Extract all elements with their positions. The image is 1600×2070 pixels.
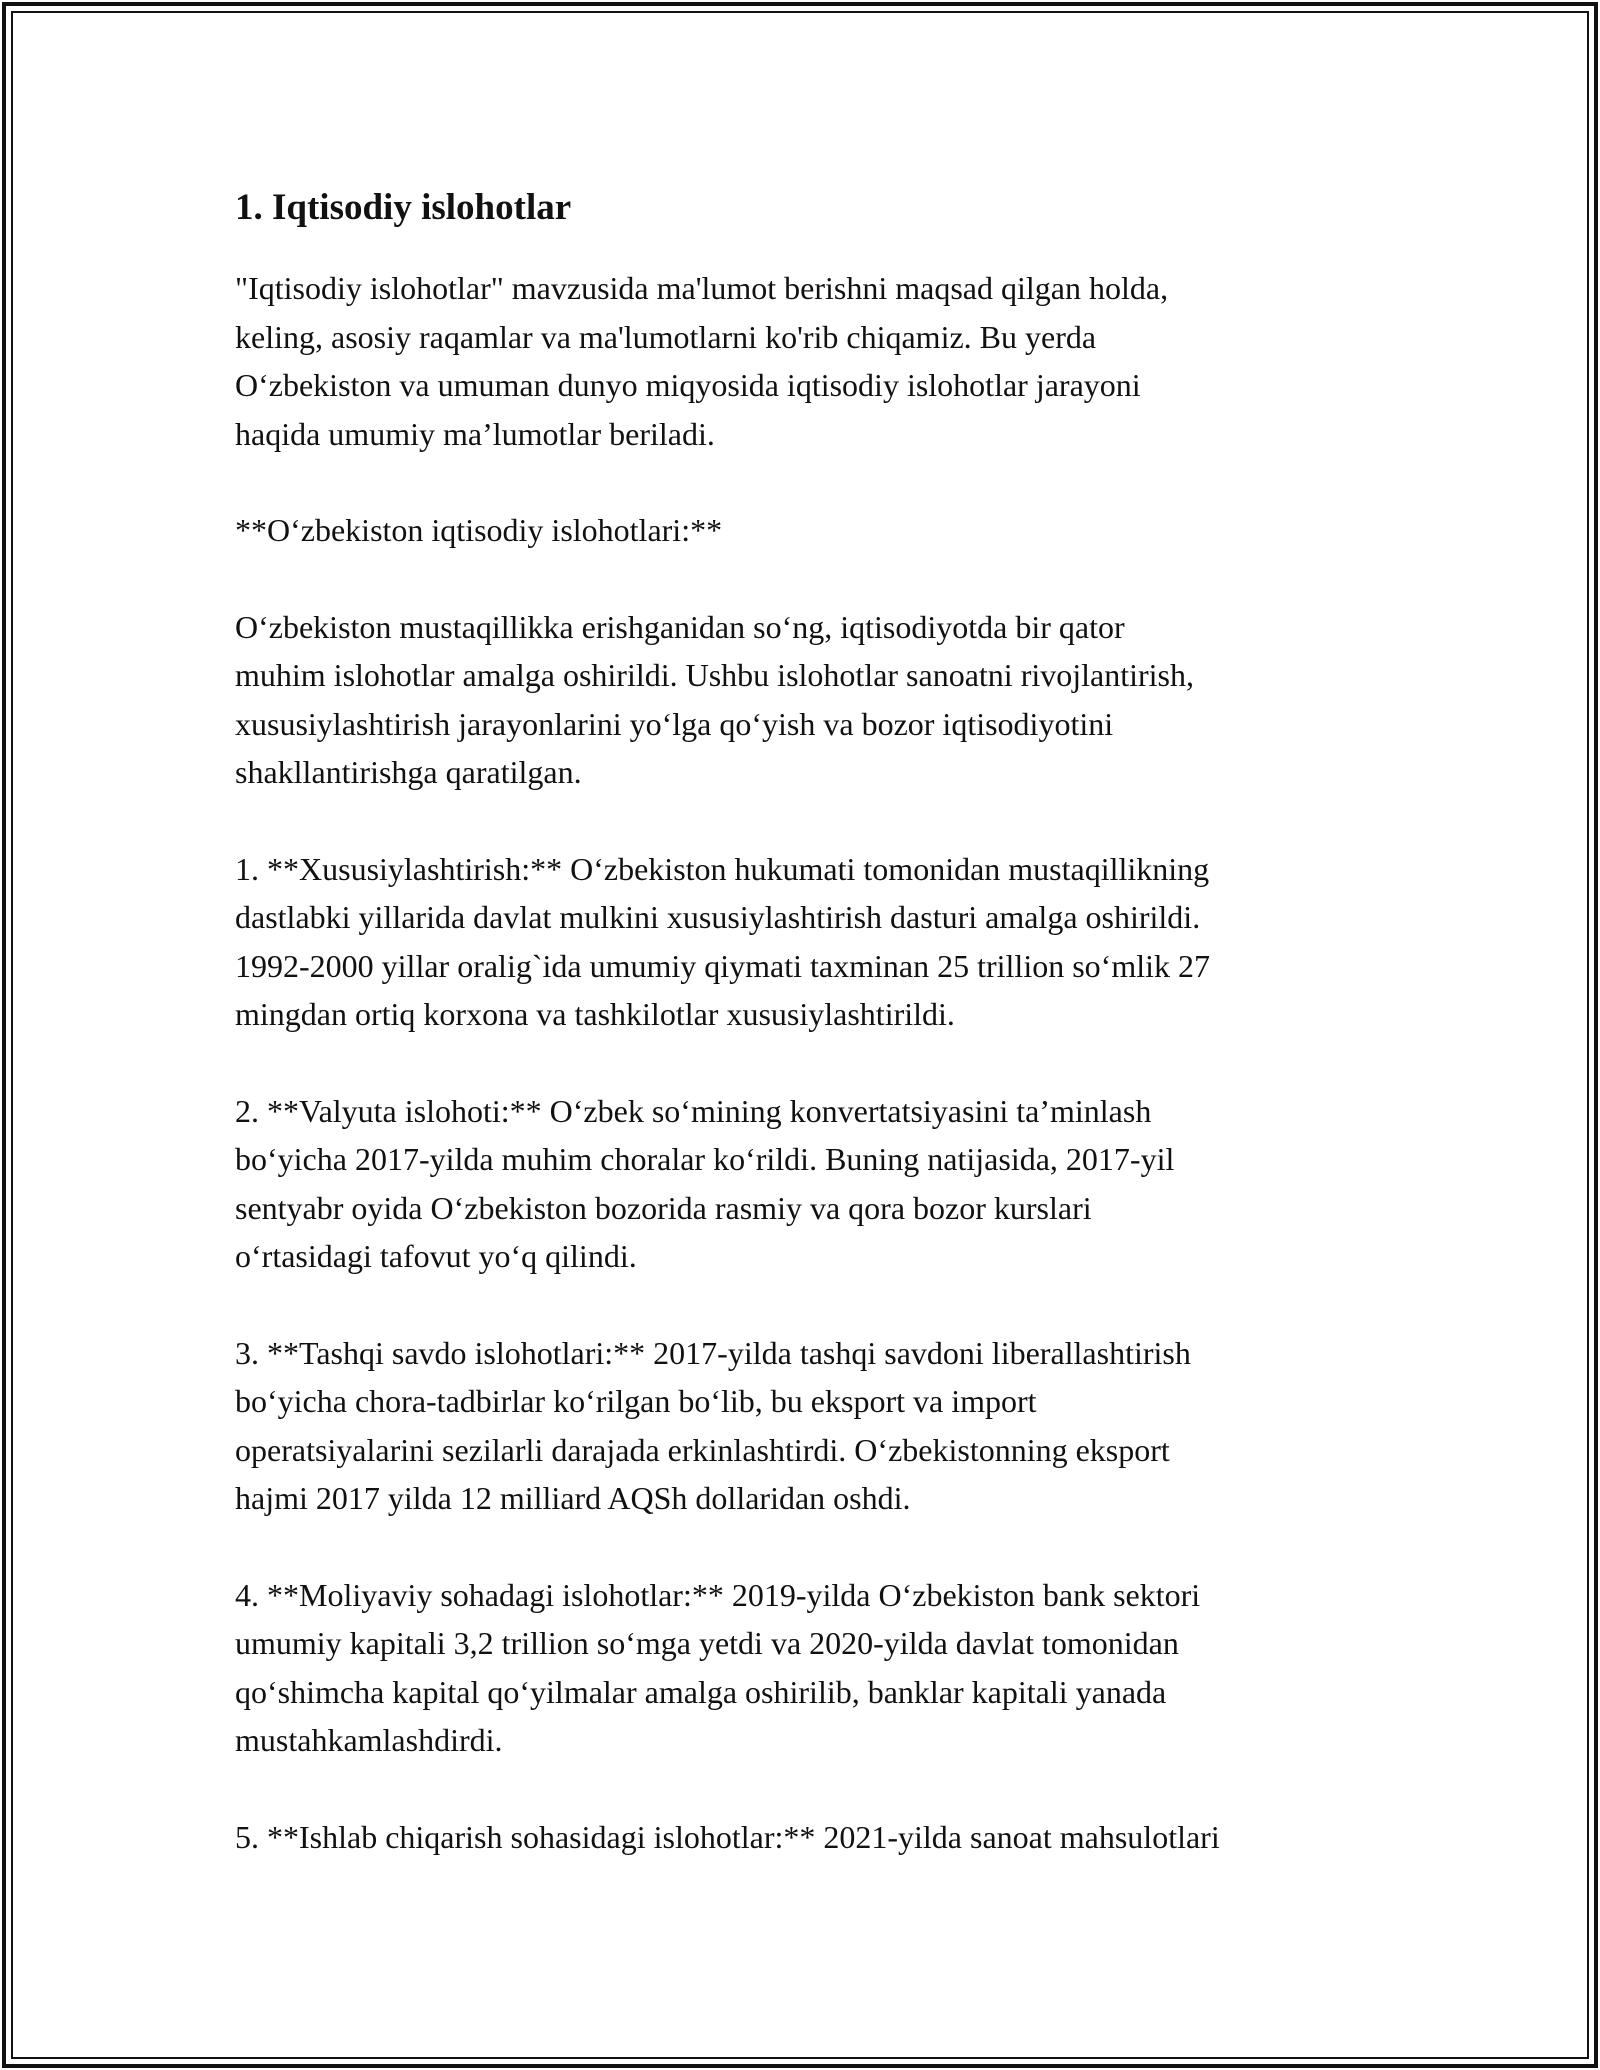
list-item-foreign-trade: 3. **Tashqi savdo islohotlari:** 2017-yilda tashqi savdoni liberallashtirish bo‘yicha chora-tadbirlar ko‘rilgan bo‘lib, bu eksport va import operatsiyalarini sezilarli darajada erkinlashtirdi. O‘zbekistonning eksport hajmi 2017 yilda 12 milliard AQSh dollaridan oshdi.: [235, 1334, 1191, 1516]
overview-paragraph: O‘zbekiston mustaqillikka erishganidan so‘ng, iqtisodiyotda bir qator muhim islohotlar amalga oshirildi. Ushbu islohotlar sanoatni rivojlantirish, xususiylashtirish jarayonlarini yo‘lga qo‘yish va bozor iqtisodiyotini shakllantirishga qaratilgan.: [235, 608, 1194, 790]
section-heading: 1. Iqtisodiy islohotlar: [235, 187, 572, 228]
list-item-financial-sector: 4. **Moliyaviy sohadagi islohotlar:** 2019-yilda O‘zbekiston bank sektori umumiy kapitali 3,2 trillion so‘mga yetdi va 2020-yilda davlat tomonidan qo‘shimcha kapital qo‘yilmalar amalga oshirilib, banklar kapitali yanada mustahkamlashdirdi.: [235, 1576, 1201, 1758]
subheading-paragraph: **O‘zbekiston iqtisodiy islohotlari:**: [235, 512, 723, 548]
list-item-manufacturing: 5. **Ishlab chiqarish sohasidagi islohotlar:** 2021-yilda sanoat mahsulotlari: [235, 1818, 1220, 1855]
list-item-privatization: 1. **Xususiylashtirish:** O‘zbekiston hukumati tomonidan mustaqillikning dastlabki yillarida davlat mulkini xususiylashtirish dasturi amalga oshirildi. 1992-2000 yillar oralig`ida umumiy qiymati taxminan 25 trillion so‘mlik 27 mingdan ortiq korxona va tashkilotlar xususiylashtirildi.: [235, 850, 1210, 1032]
document-body: [235, 186, 1395, 1861]
list-item-currency-reform: 2. **Valyuta islohoti:** O‘zbek so‘mining konvertatsiyasini ta’minlash bo‘yicha 2017-yilda muhim choralar ko‘rildi. Buning natijasida, 2017-yil sentyabr oyida O‘zbekiston bozorida rasmiy va qora bozor kurslari o‘rtasidagi tafovut yo‘q qilindi.: [235, 1092, 1175, 1274]
intro-paragraph: "Iqtisodiy islohotlar" mavzusida ma'lumot berishni maqsad qilgan holda, keling, asosiy raqamlar va ma'lumotlarni ko'rib chiqamiz. Bu yerda O‘zbekiston va umuman dunyo miqyosida iqtisodiy islohotlar jarayoni haqida umumiy ma’lumotlar beriladi.: [235, 270, 1169, 452]
